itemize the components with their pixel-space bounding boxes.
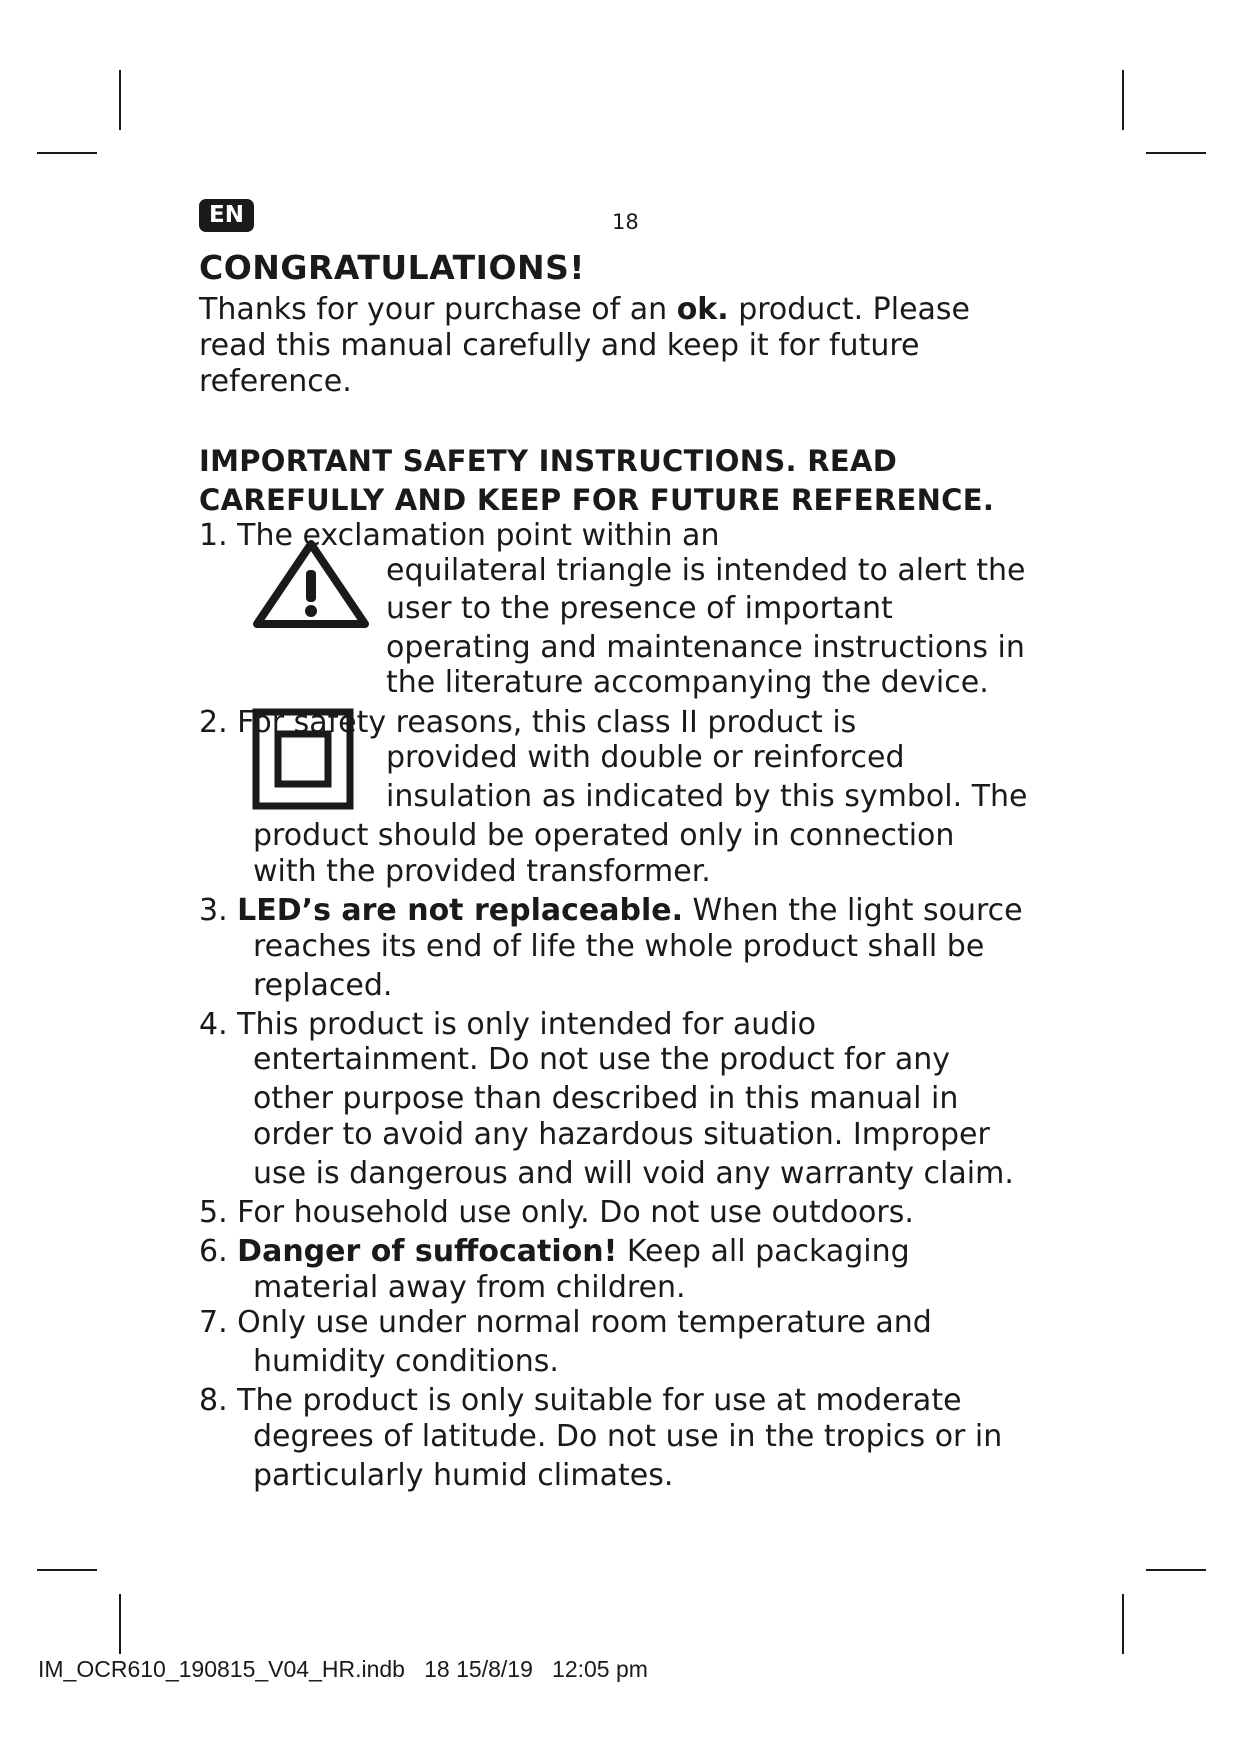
safety-item-1-line-4: operating and maintenance instructions in: [386, 630, 1025, 665]
crop-mark-bottom-right-h: [1146, 1569, 1206, 1571]
safety-item-8-line-2: degrees of latitude. Do not use in the tropics or in: [253, 1419, 1003, 1454]
class-ii-double-square-icon: [252, 708, 354, 810]
safety-heading-line-1: IMPORTANT SAFETY INSTRUCTIONS. READ: [199, 444, 898, 478]
crop-mark-bottom-left-h: [37, 1569, 97, 1571]
item-bold-lead: Danger of suffocation!: [237, 1234, 618, 1269]
slug-page: 18: [424, 1656, 450, 1682]
safety-item-2-line-5: with the provided transformer.: [253, 854, 711, 889]
item-line: When the light source: [682, 893, 1023, 928]
item-line: Only use under normal room temperature and: [237, 1305, 932, 1340]
safety-item-2-line-2: provided with double or reinforced: [386, 740, 905, 775]
item-number: 8.: [199, 1383, 228, 1418]
safety-item-3-line-2: reaches its end of life the whole product shall be: [253, 929, 985, 964]
safety-item-4-line-2: entertainment. Do not use the product for any: [253, 1042, 950, 1077]
item-line: The product is only suitable for use at moderate: [237, 1383, 962, 1418]
item-number: 1.: [199, 518, 228, 553]
safety-item-1-line-3: user to the presence of important: [386, 591, 893, 626]
crop-mark-top-right-v: [1122, 70, 1124, 130]
safety-item-8-line-3: particularly humid climates.: [253, 1458, 674, 1493]
safety-item-5: [199, 1195, 914, 1230]
crop-mark-top-left-h: [37, 152, 97, 154]
crop-mark-top-right-h: [1146, 152, 1206, 154]
safety-heading: [199, 442, 1099, 520]
item-bold-lead: LED’s are not replaceable.: [237, 893, 683, 928]
safety-item-3-line-3: replaced.: [253, 968, 393, 1003]
intro-text-after: product. Please read this manual carefully and keep it for future reference.: [199, 292, 971, 399]
safety-item-6-line-2: material away from children.: [253, 1270, 686, 1305]
safety-heading-line-2: CAREFULLY AND KEEP FOR FUTURE REFERENCE.: [199, 483, 995, 517]
language-badge: EN: [199, 199, 254, 232]
item-line: For household use only. Do not use outdoors.: [237, 1195, 914, 1230]
warning-triangle-icon: [252, 538, 370, 630]
safety-item-6: [199, 1234, 910, 1269]
slug-time: 12:05 pm: [552, 1656, 648, 1682]
item-number: 7.: [199, 1305, 228, 1340]
safety-item-7: [199, 1305, 932, 1340]
crop-mark-bottom-left-v: [119, 1594, 121, 1654]
item-line: The exclamation point within an: [237, 518, 720, 553]
item-line: This product is only intended for audio: [237, 1007, 817, 1042]
item-number: 3.: [199, 893, 228, 928]
safety-item-2-line-4: product should be operated only in connection: [253, 818, 955, 853]
print-slug: [38, 1656, 648, 1683]
safety-item-1-line-5: the literature accompanying the device.: [386, 665, 989, 700]
safety-item-4-line-3: other purpose than described in this manual in: [253, 1081, 959, 1116]
page-title: CONGRATULATIONS!: [199, 248, 585, 287]
item-number: 4.: [199, 1007, 228, 1042]
intro-paragraph: [199, 292, 1029, 400]
safety-item-1-line-2: equilateral triangle is intended to alert the: [386, 553, 1026, 588]
safety-item-2-line-3: insulation as indicated by this symbol. The: [386, 779, 1028, 814]
safety-item-3: [199, 893, 1023, 928]
crop-mark-bottom-right-v: [1122, 1594, 1124, 1654]
intro-text-before: Thanks for your purchase of an: [199, 292, 677, 327]
item-number: 5.: [199, 1195, 228, 1230]
safety-item-8: [199, 1383, 962, 1418]
safety-item-4-line-4: order to avoid any hazardous situation. Improper: [253, 1117, 990, 1152]
page-number: 18: [612, 210, 639, 234]
brand-name: ok.: [676, 292, 729, 327]
item-number: 6.: [199, 1234, 228, 1269]
safety-item-4-line-5: use is dangerous and will void any warranty claim.: [253, 1156, 1014, 1191]
slug-date: 15/8/19: [456, 1656, 533, 1682]
slug-file: IM_OCR610_190815_V04_HR.indb: [38, 1656, 405, 1682]
item-line: Keep all packaging: [617, 1234, 910, 1269]
item-line: For safety reasons, this class II product is: [237, 705, 857, 740]
item-number: 2.: [199, 705, 228, 740]
safety-item-7-line-2: humidity conditions.: [253, 1344, 559, 1379]
safety-item-4: [199, 1007, 816, 1042]
crop-mark-top-left-v: [119, 70, 121, 130]
